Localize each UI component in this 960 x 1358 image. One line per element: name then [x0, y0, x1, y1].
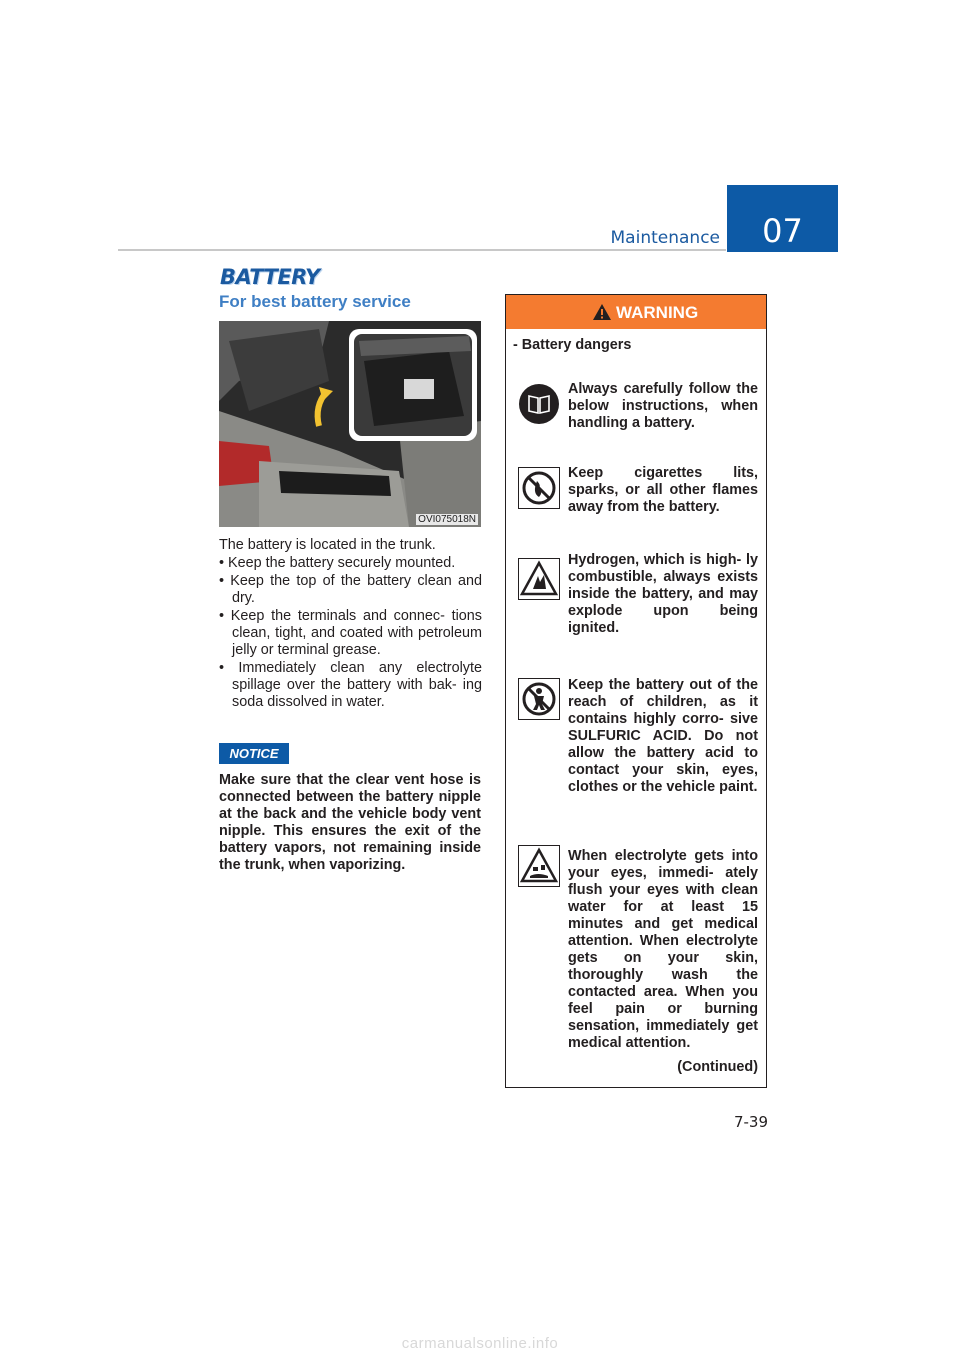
page-number: 7-39 [733, 1113, 768, 1131]
warning-header [506, 295, 766, 329]
watermark-text: carmanualsonline.info [401, 1335, 559, 1352]
warning-item-text: When electrolyte gets into your eyes, immedi- ately flush your eyes with clean water for at least 15 minutes and get medical attention. When electrolyte gets on your skin, thoroughly wash the contacted area. When you feel pain or burning sensation, immediately get medical attention. [568, 848, 758, 1051]
acid-corrosive-icon [518, 845, 560, 887]
explosion-hazard-icon [518, 558, 560, 600]
bullet-item: • Keep the top of the battery clean and dry. [219, 573, 482, 606]
figure-code: OVI075018N [418, 514, 476, 525]
header-rule [118, 249, 726, 251]
page-title: BATTERY [220, 265, 320, 289]
section-subtitle: For best battery service [219, 292, 411, 311]
warning-item-text: Hydrogen, which is high- ly combustible, always exists inside the battery, and may explode upon being ignited. [568, 552, 758, 636]
section-title: Maintenance [610, 228, 720, 248]
warning-box [505, 294, 767, 1088]
bullet-item: • Keep the terminals and connec- tions clean, tight, and coated with petroleum jelly or terminal grease. [219, 608, 482, 658]
warning-item-text: Keep cigarettes lits, sparks, or all other flames away from the battery. [568, 465, 758, 515]
chapter-tab [727, 185, 838, 252]
warning-item-text: Always carefully follow the below instructions, when handling a battery. [568, 381, 758, 431]
manual-book-icon [518, 383, 560, 425]
no-flame-icon [518, 467, 560, 509]
continued-label: (Continued) [677, 1059, 758, 1075]
bullet-item: • Keep the battery securely mounted. [219, 555, 456, 571]
trunk-battery-photo [219, 321, 481, 527]
keep-away-children-icon [518, 678, 560, 720]
body-text [219, 537, 482, 711]
chapter-number: 07 [762, 212, 803, 250]
notice-text: Make sure that the clear vent hose is connected between the battery nipple at the back and the vehicle body vent nipple. This ensures the exit of the battery vapors, not remaining inside the trunk, when vaporizing. [219, 772, 481, 873]
warning-item-text: Keep the battery out of the reach of children, as it contains highly corro- sive SULFURIC ACID. Do not allow the battery acid to contact your skin, eyes, clothes or the vehicle paint. [568, 677, 758, 795]
warning-label: WARNING [616, 303, 699, 322]
notice-badge [219, 743, 289, 764]
warning-triangle-icon [592, 303, 612, 321]
intro-text: The battery is located in the trunk. [219, 537, 436, 553]
trunk-illustration [219, 321, 481, 527]
bullet-item: • Immediately clean any electrolyte spillage over the battery with bak- ing soda dissolved in water. [219, 660, 482, 710]
warning-lead: - Battery dangers [513, 337, 632, 353]
notice-label: NOTICE [229, 746, 279, 761]
